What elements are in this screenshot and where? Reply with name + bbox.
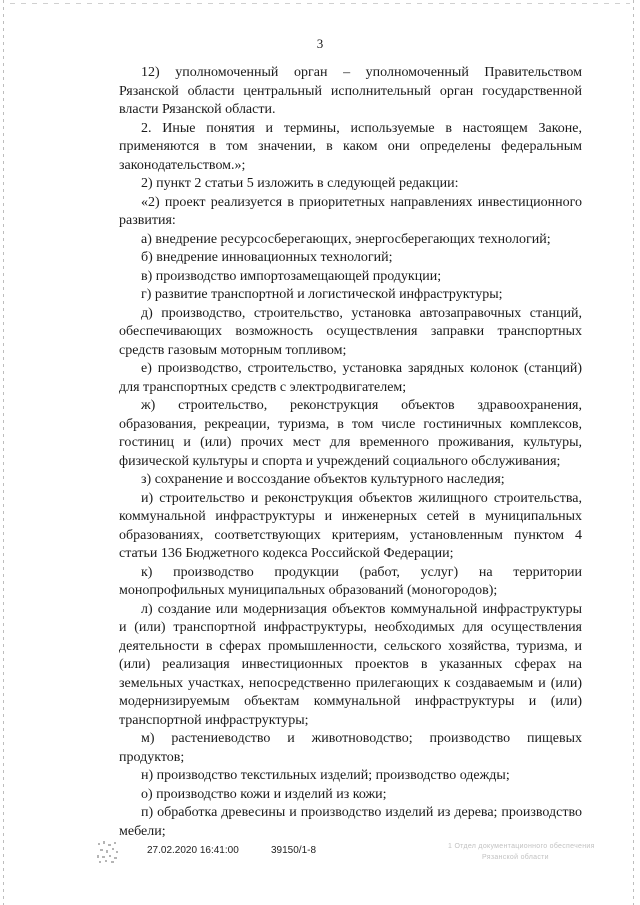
list-item-n: н) производство текстильных изделий; производство одежды; — [141, 768, 510, 783]
list-item-d: д) производство, строительство, установка автозаправочных станций, обеспечивающих возможность осуществления заправки транспортных средств газовым моторным топливом; — [119, 305, 582, 358]
paragraph-priority-directions: «2) проект реализуется в приоритетных направлениях инвестиционного развития: — [119, 194, 582, 228]
page-footer — [0, 843, 640, 867]
footer-document-number: 39150/1-8 — [271, 845, 317, 856]
scan-right-edge — [633, 0, 634, 905]
list-item-o: о) производство кожи и изделий из кожи; — [141, 786, 387, 802]
faint-line-2: Рязанской области — [482, 854, 549, 861]
list-item-v: в) производство импортозамещающей продукции; — [141, 268, 442, 284]
paragraph-terms: 2. Иные понятия и термины, используемые в настоящем Законе, применяются в том значении, в каком они определены федеральным законодательством.»; — [119, 120, 582, 173]
paragraph-amendment-2: 2) пункт 2 статьи 5 изложить в следующей редакции: — [141, 176, 459, 191]
list-item-e: е) производство, строительство, установка зарядных колонок (станций) для транспортных средств с электродвигателем; — [119, 361, 582, 395]
list-item-m: м) растениеводство и животноводство; производство пищевых продуктов; — [119, 731, 582, 765]
footer-faint-registration-text — [448, 841, 608, 863]
list-item-l: л) создание или модернизация объектов коммунальной инфраструктуры и (или) транспортной инфраструктуры, необходимых для осуществления деятельности в сферах промышленности, сельского хозяйства, туризма, и (или) реализация инвестиционных проектов в указанных сферах на земельных участках, непосредственно прилегающих к создаваемым и (или) модернизируемым объектам коммунальной инфраструктуры и (или) транспортной инфраструктуры; — [119, 601, 582, 728]
faint-line-1: 1 Отдел документационного обеспечения — [448, 843, 595, 850]
scan-top-edge — [10, 3, 630, 4]
list-item-k: к) производство продукции (работ, услуг) на территории монопрофильных муниципальных образований (моногородов); — [119, 564, 582, 598]
document-body — [119, 64, 582, 841]
list-item-zh: ж) строительство, реконструкция объектов здравоохранения, образования, рекреации, туризма, в том числе гостиничных комплексов, гостиниц и (или) прочих мест для временного проживания, культуры, физической культуры и спорта и учреждений социального обслуживания; — [119, 398, 582, 469]
list-item-p: п) обработка древесины и производство изделий из дерева; производство мебели; — [119, 805, 582, 839]
list-item-b: б) внедрение инновационных технологий; — [141, 250, 393, 265]
list-item-i: и) строительство и реконструкция объектов жилищного строительства, коммунальной инфраструктуры и инженерных сетей в муниципальных образованиях, соответствующих критериям, установленным пунктом 4 статьи 136 Бюджетного кодекса Российской Федерации; — [119, 490, 582, 561]
list-item-a: а) внедрение ресурсосберегающих, энергосберегающих технологий; — [141, 231, 551, 247]
footer-datetime: 27.02.2020 16:41:00 — [147, 845, 239, 856]
registration-stamp-icon — [95, 839, 121, 865]
paragraph-definition-12: 12) уполномоченный орган – уполномоченный Правительством Рязанской области центральный исполнительный орган государственной власти Рязанской области. — [119, 65, 582, 117]
list-item-z: з) сохранение и воссоздание объектов культурного наследия; — [141, 472, 505, 487]
page-number: 3 — [316, 36, 324, 51]
scan-left-edge — [3, 0, 4, 905]
list-item-g: г) развитие транспортной и логистической инфраструктуры; — [141, 287, 503, 302]
